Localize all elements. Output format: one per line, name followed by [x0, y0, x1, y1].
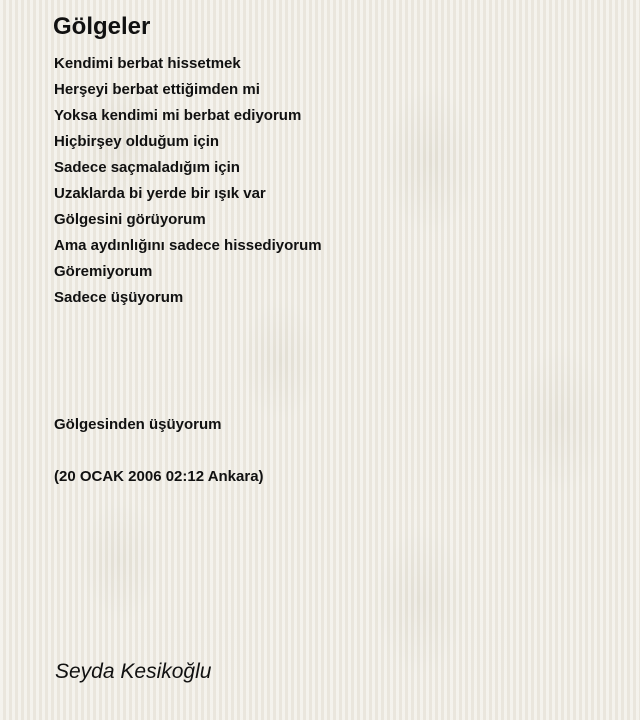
poem-title: Gölgeler [53, 13, 151, 40]
poem-date-note: (20 OCAK 2006 02:12 Ankara) [54, 468, 264, 485]
poem-stanza [54, 51, 322, 311]
poem-line: Göremiyorum [54, 263, 153, 280]
poem-line: Hiçbirşey olduğum için [54, 133, 220, 150]
poem-line: Ama aydınlığını sadece hissediyorum [54, 237, 322, 254]
poem-closing-line: Gölgesinden üşüyorum [54, 416, 222, 433]
poem-author: Seyda Kesikoğlu [55, 660, 212, 683]
poem-line: Gölgesini görüyorum [54, 211, 206, 228]
poem-line: Sadece saçmaladığım için [54, 159, 240, 176]
poem-line: Sadece üşüyorum [54, 289, 184, 306]
poem-line: Kendimi berbat hissetmek [54, 55, 241, 72]
poem-line: Uzaklarda bi yerde bir ışık var [54, 185, 266, 202]
poem-line: Herşeyi berbat ettiğimden mi [54, 81, 260, 98]
poem-line: Yoksa kendimi mi berbat ediyorum [54, 107, 302, 124]
